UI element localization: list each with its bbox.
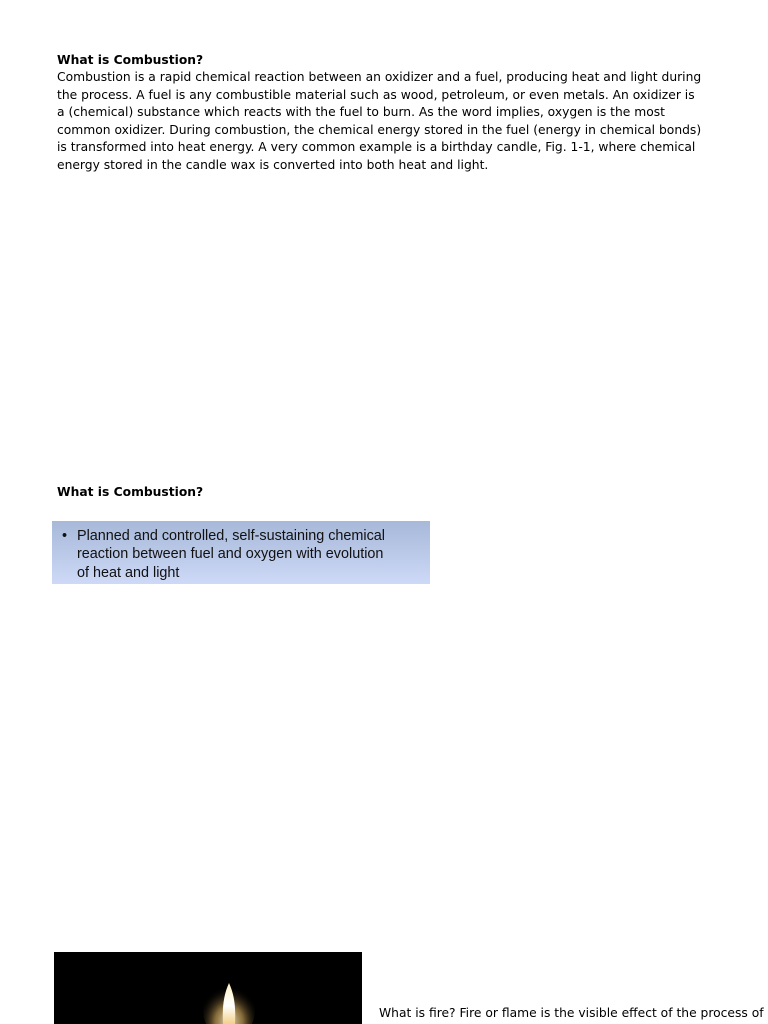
slide-bullet-text bbox=[77, 527, 385, 582]
slide-excerpt-image bbox=[52, 521, 430, 584]
paragraph-line: Combustion is a rapid chemical reaction between an oxidizer and a fuel, producing heat and light during bbox=[57, 70, 702, 84]
paragraph-line: the process. A fuel is any combustible material such as wood, petroleum, or even metals. An oxidizer is bbox=[57, 87, 695, 102]
paragraph-line: common oxidizer. During combustion, the chemical energy stored in the fuel (energy in chemical bonds) bbox=[57, 122, 702, 137]
slide-line: reaction between fuel and oxygen with evolution bbox=[77, 546, 384, 563]
paragraph-line: is transformed into heat energy. A very common example is a birthday candle, Fig. 1-1, where chemical bbox=[57, 140, 696, 154]
paragraph-line: a (chemical) substance which reacts with the fuel to burn. As the word implies, oxygen is the most bbox=[57, 105, 665, 119]
slide-line: of heat and light bbox=[77, 564, 180, 581]
fire-paragraph: What is fire? Fire or flame is the visible effect of the process of bbox=[379, 1006, 764, 1020]
paragraph-line: energy stored in the candle wax is converted into both heat and light. bbox=[57, 157, 489, 172]
slide-line: Planned and controlled, self-sustaining chemical bbox=[77, 528, 385, 544]
bullet-icon: • bbox=[62, 528, 68, 544]
intro-paragraph bbox=[57, 69, 702, 174]
section-heading: What is Combustion? bbox=[57, 53, 204, 67]
candle-flame-photo bbox=[54, 952, 362, 1024]
flame-icon bbox=[54, 952, 362, 1024]
section-heading: What is Combustion? bbox=[57, 485, 204, 499]
